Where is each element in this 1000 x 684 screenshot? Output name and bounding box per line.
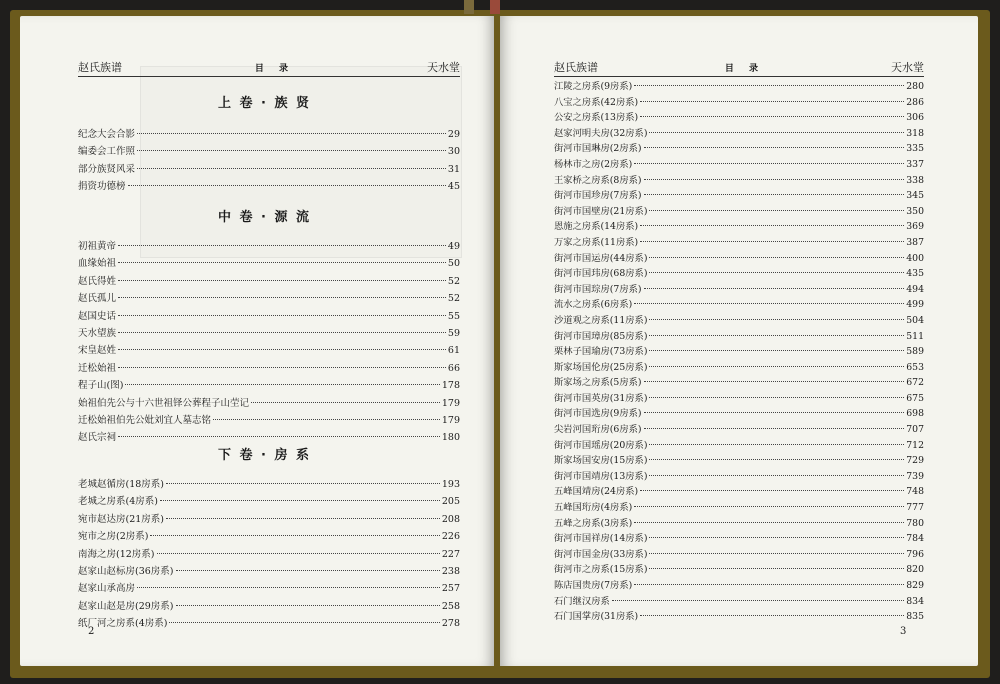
toc-entry xyxy=(78,342,460,359)
entry-page-number: 796 xyxy=(906,548,924,560)
entry-page-number: 278 xyxy=(441,618,460,630)
toc-entry xyxy=(78,308,460,325)
dot-leader xyxy=(634,506,904,507)
entry-title: 迁松始祖伯先公妣刘宜人墓志铭 xyxy=(78,414,212,426)
entry-page-number: 238 xyxy=(441,565,460,577)
toc-entry xyxy=(554,282,924,298)
toc-entry xyxy=(554,313,924,329)
toc-entry xyxy=(554,453,924,469)
entry-page-number: 45 xyxy=(447,181,460,193)
entry-title: 恩施之房系(14房系) xyxy=(554,221,639,233)
entry-page-number: 208 xyxy=(441,513,460,525)
toc-entry xyxy=(554,95,924,111)
entry-title: 五峰国靖房(24房系) xyxy=(554,486,639,498)
toc-entry xyxy=(554,375,924,391)
entry-title: 编委会工作照 xyxy=(78,146,136,158)
toc-entry xyxy=(554,531,924,547)
toc-entry xyxy=(78,178,460,195)
entry-title: 血缘始祖 xyxy=(78,258,117,270)
entry-title: 石门继汉房系 xyxy=(554,595,610,607)
entry-page-number: 672 xyxy=(906,377,924,389)
toc-entry xyxy=(78,238,460,255)
toc-entry xyxy=(554,188,924,204)
entry-page-number: 400 xyxy=(906,252,924,264)
entry-page-number: 835 xyxy=(906,611,924,623)
entry-title: 捐资功德榜 xyxy=(78,181,126,193)
dot-leader xyxy=(612,600,904,601)
entry-title: 斯家场国安房(15房系) xyxy=(554,455,648,467)
dot-leader xyxy=(649,335,904,336)
entry-title: 街河市国金房(33房系) xyxy=(554,548,648,560)
entry-title: 部分族贤风采 xyxy=(78,163,136,175)
entry-title: 陈店国贵房(7房系) xyxy=(554,580,633,591)
running-header xyxy=(554,58,924,77)
entry-title: 流水之房系(6房系) xyxy=(554,299,633,311)
toc-list xyxy=(78,126,460,196)
entry-title: 街河市国琳房(2房系) xyxy=(554,143,642,155)
toc-entry xyxy=(554,547,924,563)
header-contents-label: 目 录 xyxy=(254,63,295,74)
toc-entry xyxy=(78,161,460,178)
toc-entry xyxy=(554,578,924,594)
dot-leader xyxy=(649,132,904,133)
entry-page-number: 494 xyxy=(906,283,924,295)
entry-title: 赵氏宗祠 xyxy=(78,432,117,444)
dot-leader xyxy=(644,179,905,180)
entry-page-number: 369 xyxy=(906,221,924,233)
toc-entry xyxy=(78,563,460,580)
dot-leader xyxy=(640,241,904,242)
toc-entry xyxy=(554,469,924,485)
header-clan-name: 赵氏族谱 xyxy=(554,61,598,74)
toc-entry xyxy=(554,344,924,360)
toc-entry xyxy=(554,219,924,235)
dot-leader xyxy=(166,518,440,519)
entry-page-number: 306 xyxy=(906,112,924,124)
dot-leader xyxy=(213,419,440,420)
entry-page-number: 226 xyxy=(441,531,460,543)
dot-leader xyxy=(137,168,446,169)
entry-page-number: 66 xyxy=(447,362,460,374)
entry-title: 南海之房(12房系) xyxy=(78,548,155,560)
entry-title: 石门国掌房(31房系) xyxy=(554,611,639,623)
dot-leader xyxy=(137,133,446,134)
entry-title: 街河市国壁房(21房系) xyxy=(554,205,648,217)
section-title: 下 卷 · 房 系 xyxy=(218,448,312,463)
dot-leader xyxy=(644,428,905,429)
entry-page-number: 29 xyxy=(447,129,460,140)
entry-title: 沙道观之房系(11房系) xyxy=(554,314,648,326)
entry-title: 栗林子国瑜房(73房系) xyxy=(554,346,648,358)
dot-leader xyxy=(649,444,904,445)
entry-page-number: 350 xyxy=(906,205,924,217)
entry-title: 街河市之房系(15房系) xyxy=(554,564,648,576)
dot-leader xyxy=(634,163,904,164)
dot-leader xyxy=(118,297,446,298)
entry-page-number: 61 xyxy=(447,345,460,357)
toc-entry xyxy=(554,297,924,313)
entry-title: 宋皇赵姓 xyxy=(78,345,117,357)
entry-page-number: 653 xyxy=(906,361,924,373)
entry-page-number: 387 xyxy=(906,236,924,248)
dot-leader xyxy=(640,490,904,491)
entry-page-number: 193 xyxy=(441,479,460,490)
dot-leader xyxy=(137,587,440,588)
entry-title: 街河市国英房(31房系) xyxy=(554,392,648,404)
entry-page-number: 50 xyxy=(447,258,460,270)
entry-title: 五峰之房系(3房系) xyxy=(554,517,633,529)
entry-page-number: 435 xyxy=(906,268,924,280)
dot-leader xyxy=(169,622,439,623)
dot-leader xyxy=(251,402,440,403)
entry-title: 五峰国珩房(4房系) xyxy=(554,502,633,514)
bookmark-ribbon xyxy=(464,0,474,14)
toc-entry xyxy=(78,580,460,597)
entry-page-number: 345 xyxy=(906,190,924,202)
entry-page-number: 780 xyxy=(906,517,924,529)
dot-leader xyxy=(634,584,904,585)
entry-page-number: 31 xyxy=(447,163,460,175)
entry-title: 公安之房系(13房系) xyxy=(554,112,639,124)
entry-title: 尖岩河国珩房(6房系) xyxy=(554,424,642,436)
page-number: 2 xyxy=(88,626,95,637)
dot-leader xyxy=(644,194,905,195)
entry-page-number: 335 xyxy=(906,143,924,155)
dot-leader xyxy=(634,85,904,86)
entry-page-number: 784 xyxy=(906,533,924,545)
toc-entry xyxy=(554,235,924,251)
entry-page-number: 179 xyxy=(441,414,460,426)
entry-title: 八宝之房系(42房系) xyxy=(554,96,639,108)
dot-leader xyxy=(176,570,440,571)
dot-leader xyxy=(649,272,904,273)
toc-entry xyxy=(78,493,460,510)
entry-page-number: 748 xyxy=(906,486,924,498)
entry-title: 万家之房系(11房系) xyxy=(554,236,639,248)
dot-leader xyxy=(644,147,905,148)
dot-leader xyxy=(118,262,446,263)
entry-title: 老城之房系(4房系) xyxy=(78,496,158,508)
entry-title: 街河市国瑶房(20房系) xyxy=(554,439,648,451)
dot-leader xyxy=(634,303,904,304)
entry-page-number: 280 xyxy=(906,81,924,92)
dot-leader xyxy=(118,245,446,246)
toc-entry xyxy=(554,406,924,422)
entry-page-number: 729 xyxy=(906,455,924,467)
entry-page-number: 59 xyxy=(447,327,460,339)
entry-title: 宛市赵达房(21房系) xyxy=(78,513,165,525)
toc-entry xyxy=(554,79,924,95)
dot-leader xyxy=(125,384,439,385)
dot-leader xyxy=(649,366,904,367)
page-number: 3 xyxy=(900,626,907,637)
dot-leader xyxy=(160,500,440,501)
toc-entry xyxy=(78,598,460,615)
entry-title: 天水望族 xyxy=(78,327,117,339)
toc-entry xyxy=(78,476,460,493)
entry-page-number: 49 xyxy=(447,241,460,252)
entry-page-number: 337 xyxy=(906,158,924,170)
header-clan-name: 赵氏族谱 xyxy=(78,61,122,74)
dot-leader xyxy=(649,319,904,320)
dot-leader xyxy=(644,412,905,413)
dot-leader xyxy=(640,116,904,117)
entry-title: 江陵之房系(9房系) xyxy=(554,81,633,92)
dot-leader xyxy=(137,150,446,151)
toc-entry xyxy=(78,615,460,632)
toc-list xyxy=(78,476,460,633)
toc-entry xyxy=(554,484,924,500)
dot-leader xyxy=(634,522,904,523)
toc-entry xyxy=(554,391,924,407)
bookmark-ribbon xyxy=(490,0,500,14)
entry-title: 赵家河明夫房(32房系) xyxy=(554,127,648,139)
entry-title: 街河市国选房(9房系) xyxy=(554,408,642,420)
toc-entry xyxy=(554,266,924,282)
section-title: 中 卷 · 源 流 xyxy=(218,210,312,225)
toc-entry xyxy=(554,562,924,578)
entry-title: 纸厂河之房系(4房系) xyxy=(78,618,168,630)
entry-page-number: 52 xyxy=(447,275,460,287)
toc-entry xyxy=(554,500,924,516)
entry-page-number: 227 xyxy=(441,548,460,560)
right-page xyxy=(500,16,978,666)
dot-leader xyxy=(118,332,446,333)
entry-title: 街河市国珍房(7房系) xyxy=(554,190,642,202)
entry-title: 赵氏得姓 xyxy=(78,275,117,287)
entry-page-number: 180 xyxy=(441,432,460,444)
toc-list xyxy=(554,79,924,625)
entry-page-number: 178 xyxy=(441,380,460,392)
toc-entry xyxy=(554,594,924,610)
toc-entry xyxy=(554,141,924,157)
entry-title: 赵国史话 xyxy=(78,310,117,322)
dot-leader xyxy=(640,225,904,226)
toc-entry xyxy=(78,143,460,160)
entry-page-number: 205 xyxy=(441,496,460,508)
toc-entry xyxy=(78,360,460,377)
dot-leader xyxy=(118,436,440,437)
dot-leader xyxy=(128,185,446,186)
entry-title: 赵家山赵标房(36房系) xyxy=(78,565,174,577)
entry-title: 赵氏孤儿 xyxy=(78,293,117,305)
entry-page-number: 511 xyxy=(906,330,924,342)
entry-page-number: 675 xyxy=(906,392,924,404)
entry-page-number: 52 xyxy=(447,293,460,305)
entry-title: 街河市国琮房(7房系) xyxy=(554,283,642,295)
toc-entry xyxy=(78,325,460,342)
toc-entry xyxy=(554,126,924,142)
toc-entry xyxy=(554,438,924,454)
left-page xyxy=(20,16,494,666)
toc-list xyxy=(78,238,460,447)
dot-leader xyxy=(157,553,440,554)
toc-entry xyxy=(78,511,460,528)
entry-title: 杨林市之房(2房系) xyxy=(554,158,633,170)
dot-leader xyxy=(118,280,446,281)
header-contents-label: 目 录 xyxy=(724,63,765,74)
toc-entry xyxy=(554,360,924,376)
entry-title: 王家桥之房系(8房系) xyxy=(554,174,642,186)
dot-leader xyxy=(166,483,440,484)
entry-title: 斯家场之房系(5房系) xyxy=(554,377,642,389)
entry-title: 赵家山赵是房(29房系) xyxy=(78,600,174,612)
toc-entry xyxy=(554,110,924,126)
entry-page-number: 179 xyxy=(441,397,460,409)
entry-title: 始祖伯先公与十六世祖铎公葬程子山茔记 xyxy=(78,397,250,409)
entry-page-number: 739 xyxy=(906,470,924,482)
toc-entry xyxy=(554,422,924,438)
entry-page-number: 286 xyxy=(906,96,924,108)
toc-entry xyxy=(78,126,460,143)
toc-entry xyxy=(554,251,924,267)
dot-leader xyxy=(118,315,446,316)
entry-title: 街河市国祥房(14房系) xyxy=(554,533,648,545)
entry-page-number: 499 xyxy=(906,299,924,311)
dot-leader xyxy=(118,367,446,368)
toc-entry xyxy=(554,204,924,220)
dot-leader xyxy=(649,459,904,460)
entry-title: 迁松始祖 xyxy=(78,362,117,374)
entry-page-number: 834 xyxy=(906,595,924,607)
dot-leader xyxy=(644,381,905,382)
entry-title: 街河市国璋房(85房系) xyxy=(554,330,648,342)
toc-entry xyxy=(78,395,460,412)
entry-title: 初祖黄帝 xyxy=(78,241,117,252)
header-hall-name: 天水堂 xyxy=(890,61,924,74)
entry-title: 宛市之房(2房系) xyxy=(78,531,149,543)
entry-title: 纪念大会合影 xyxy=(78,129,136,140)
entry-page-number: 338 xyxy=(906,174,924,186)
header-hall-name: 天水堂 xyxy=(426,61,460,74)
entry-title: 程子山(图) xyxy=(78,380,124,392)
entry-page-number: 258 xyxy=(441,600,460,612)
dot-leader xyxy=(649,568,904,569)
entry-page-number: 777 xyxy=(906,502,924,514)
dot-leader xyxy=(150,535,439,536)
dot-leader xyxy=(649,553,904,554)
dot-leader xyxy=(649,475,904,476)
entry-page-number: 589 xyxy=(906,346,924,358)
entry-page-number: 30 xyxy=(447,146,460,158)
entry-page-number: 712 xyxy=(906,439,924,451)
dot-leader xyxy=(118,349,446,350)
toc-entry xyxy=(78,290,460,307)
toc-entry xyxy=(78,528,460,545)
entry-title: 街河市国玮房(68房系) xyxy=(554,268,648,280)
toc-entry xyxy=(78,273,460,290)
toc-entry xyxy=(554,329,924,345)
toc-entry xyxy=(78,255,460,272)
section-title: 上 卷 · 族 贤 xyxy=(218,96,312,111)
dot-leader xyxy=(649,350,904,351)
dot-leader xyxy=(649,257,904,258)
entry-page-number: 707 xyxy=(906,424,924,436)
entry-page-number: 318 xyxy=(906,127,924,139)
entry-page-number: 257 xyxy=(441,583,460,595)
toc-entry xyxy=(554,173,924,189)
dot-leader xyxy=(649,210,904,211)
entry-title: 老城赵循房(18房系) xyxy=(78,479,165,490)
entry-title: 街河市国运房(44房系) xyxy=(554,252,648,264)
running-header xyxy=(78,58,460,77)
entry-page-number: 829 xyxy=(906,580,924,591)
toc-entry xyxy=(78,546,460,563)
toc-entry xyxy=(554,609,924,625)
entry-page-number: 820 xyxy=(906,564,924,576)
toc-entry xyxy=(78,377,460,394)
dot-leader xyxy=(644,288,905,289)
dot-leader xyxy=(640,101,904,102)
entry-title: 赵家山承高房 xyxy=(78,583,136,595)
toc-entry xyxy=(78,412,460,429)
entry-page-number: 698 xyxy=(906,408,924,420)
dot-leader xyxy=(649,397,904,398)
entry-page-number: 55 xyxy=(447,310,460,322)
dot-leader xyxy=(649,537,904,538)
toc-entry xyxy=(554,157,924,173)
entry-page-number: 504 xyxy=(906,314,924,326)
toc-entry xyxy=(554,516,924,532)
dot-leader xyxy=(640,615,904,616)
entry-title: 斯家场国伦房(25房系) xyxy=(554,361,648,373)
dot-leader xyxy=(176,605,440,606)
entry-title: 街河市国靖房(13房系) xyxy=(554,470,648,482)
